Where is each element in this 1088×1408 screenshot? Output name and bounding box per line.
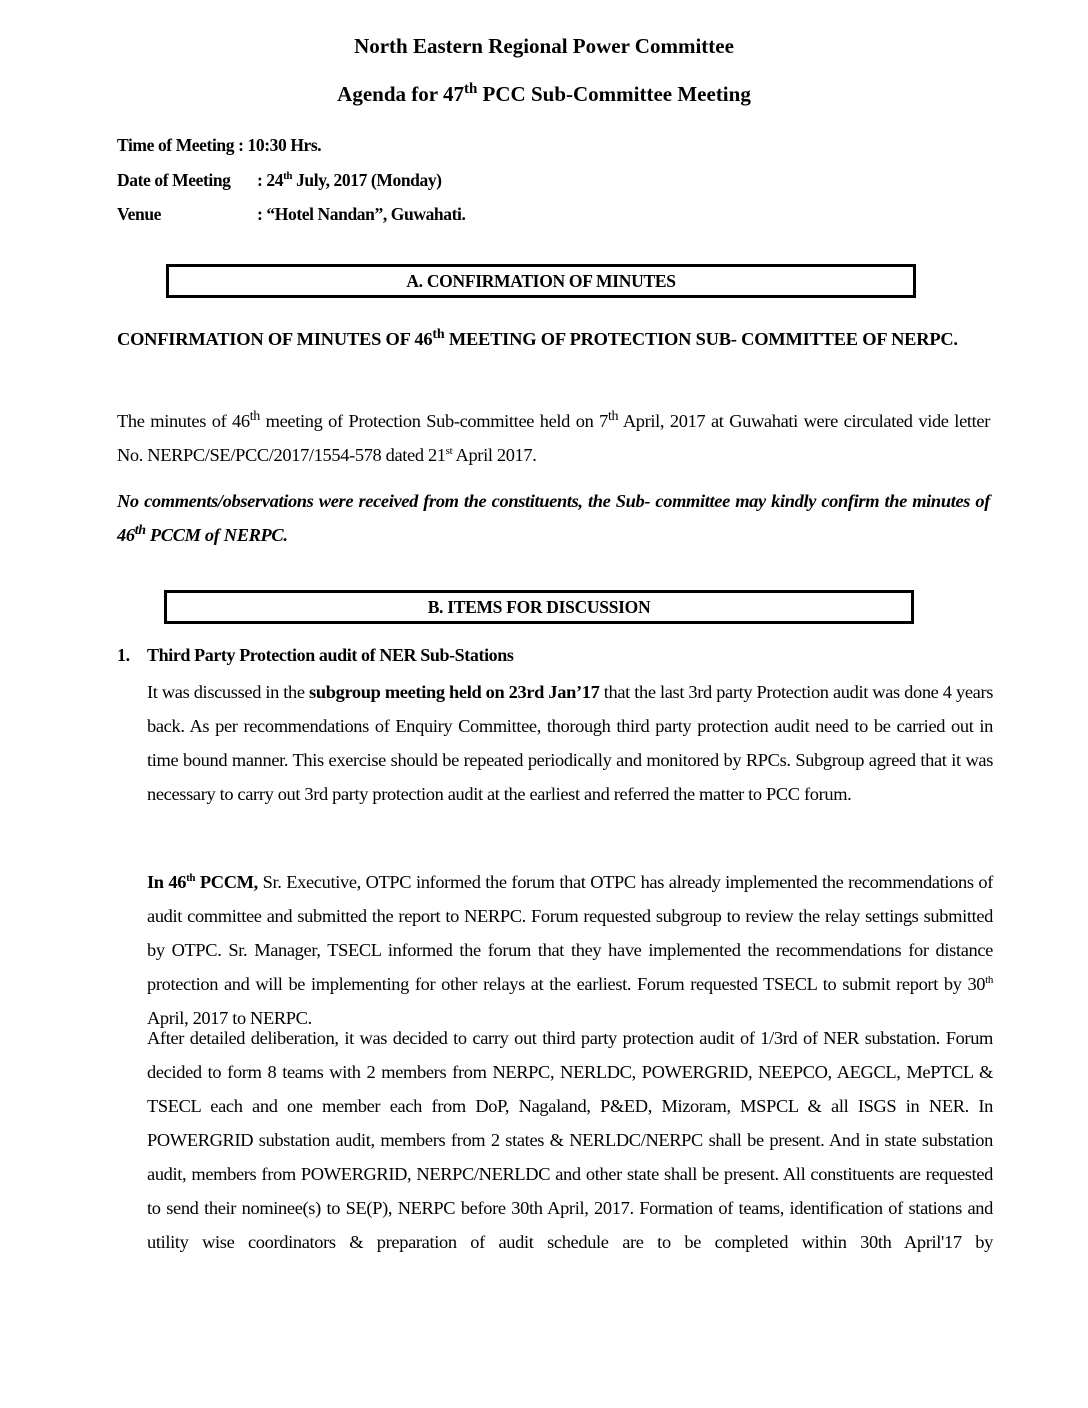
meeting-time xyxy=(117,135,321,156)
item-1-title: Third Party Protection audit of NER Sub-Stations xyxy=(147,645,514,665)
item-1-paragraph-3: After detailed deliberation, it was decided to carry out third party protection audit of 1/3rd of NER substation. Forum decided to form 8 teams with 2 members from NERPC, NERLDC, POWERGRID, NEEPCO, AEGCL, MePTCL & TSECL each and one member each from DoP, Nagaland, P&ED, Mizoram, MSPCL & all ISGS in NER. In POWERGRID substation audit, members from 2 states & NERLDC/NERPC shall be present. And in state substation audit, members from POWERGRID, NERPC/NERLDC and other state shall be present. All constituents are requested to send their nominee(s) to SE(P), NERPC before 30th April, 2017. Formation of teams, identification of stations and utility wise coordinators & preparation of audit schedule are to be completed within 30th April'17 by xyxy=(147,1028,993,1252)
item-1-paragraph-1: It was discussed in the subgroup meeting held on 23rd Jan’17 that the last 3rd party Protection audit was done 4 years back. As per recommendations of Enquiry Committee, thorough third party protection audit need to be carried out in time bound manner. This exercise should be repeated periodically and monitored by RPCs. Subgroup agreed that it was necessary to carry out 3rd party protection audit at the earliest and referred the matter to PCC forum. xyxy=(147,682,994,804)
item-1-paragraph-2: In 46th PCCM, Sr. Executive, OTPC informed the forum that OTPC has already implemented the recommendations of audit committee and submitted the report to NERPC. Forum requested subgroup to review the relay settings submitted by OTPC. Sr. Manager, TSECL informed the forum that they have implemented the recommendations for distance protection and will be implementing for other relays at the earliest. Forum requested TSECL to submit report by 30th April, 2017 to NERPC. xyxy=(147,871,994,1028)
section-a-title: A. CONFIRMATION OF MINUTES xyxy=(406,271,676,291)
meeting-time-value: : 10:30 Hrs. xyxy=(238,135,322,155)
item-1-heading xyxy=(117,645,514,666)
meeting-date-label: Date of Meeting xyxy=(117,170,231,190)
meeting-date xyxy=(117,170,442,191)
section-a-paragraph-1: The minutes of 46th meeting of Protection Sub-committee held on 7th April, 2017 at Guwahati were circulated vide letter No. NERPC/SE/PCC/2017/1554-578 dated 21st April 2017. xyxy=(117,408,990,465)
meeting-venue-value: : “Hotel Nandan”, Guwahati. xyxy=(257,204,466,224)
item-1-number: 1. xyxy=(117,645,130,665)
meeting-time-label: Time of Meeting xyxy=(117,135,235,155)
meeting-date-value: : 24th July, 2017 (Monday) xyxy=(257,170,442,190)
meeting-venue xyxy=(117,204,465,225)
organization-title: North Eastern Regional Power Committee xyxy=(354,34,734,58)
section-a-box xyxy=(166,264,916,298)
agenda-title: Agenda for 47th PCC Sub-Committee Meeting xyxy=(337,81,751,106)
section-a-heading: CONFIRMATION OF MINUTES OF 46th MEETING OF PROTECTION SUB- COMMITTEE OF NERPC. xyxy=(117,326,958,349)
meeting-venue-label: Venue xyxy=(117,204,162,224)
section-a-paragraph-2: No comments/observations were received from the constituents, the Sub- committee may kindly confirm the minutes of 46th PCCM of NERPC. xyxy=(117,491,990,545)
section-b-box xyxy=(164,590,914,624)
section-b-title: B. ITEMS FOR DISCUSSION xyxy=(427,597,651,617)
